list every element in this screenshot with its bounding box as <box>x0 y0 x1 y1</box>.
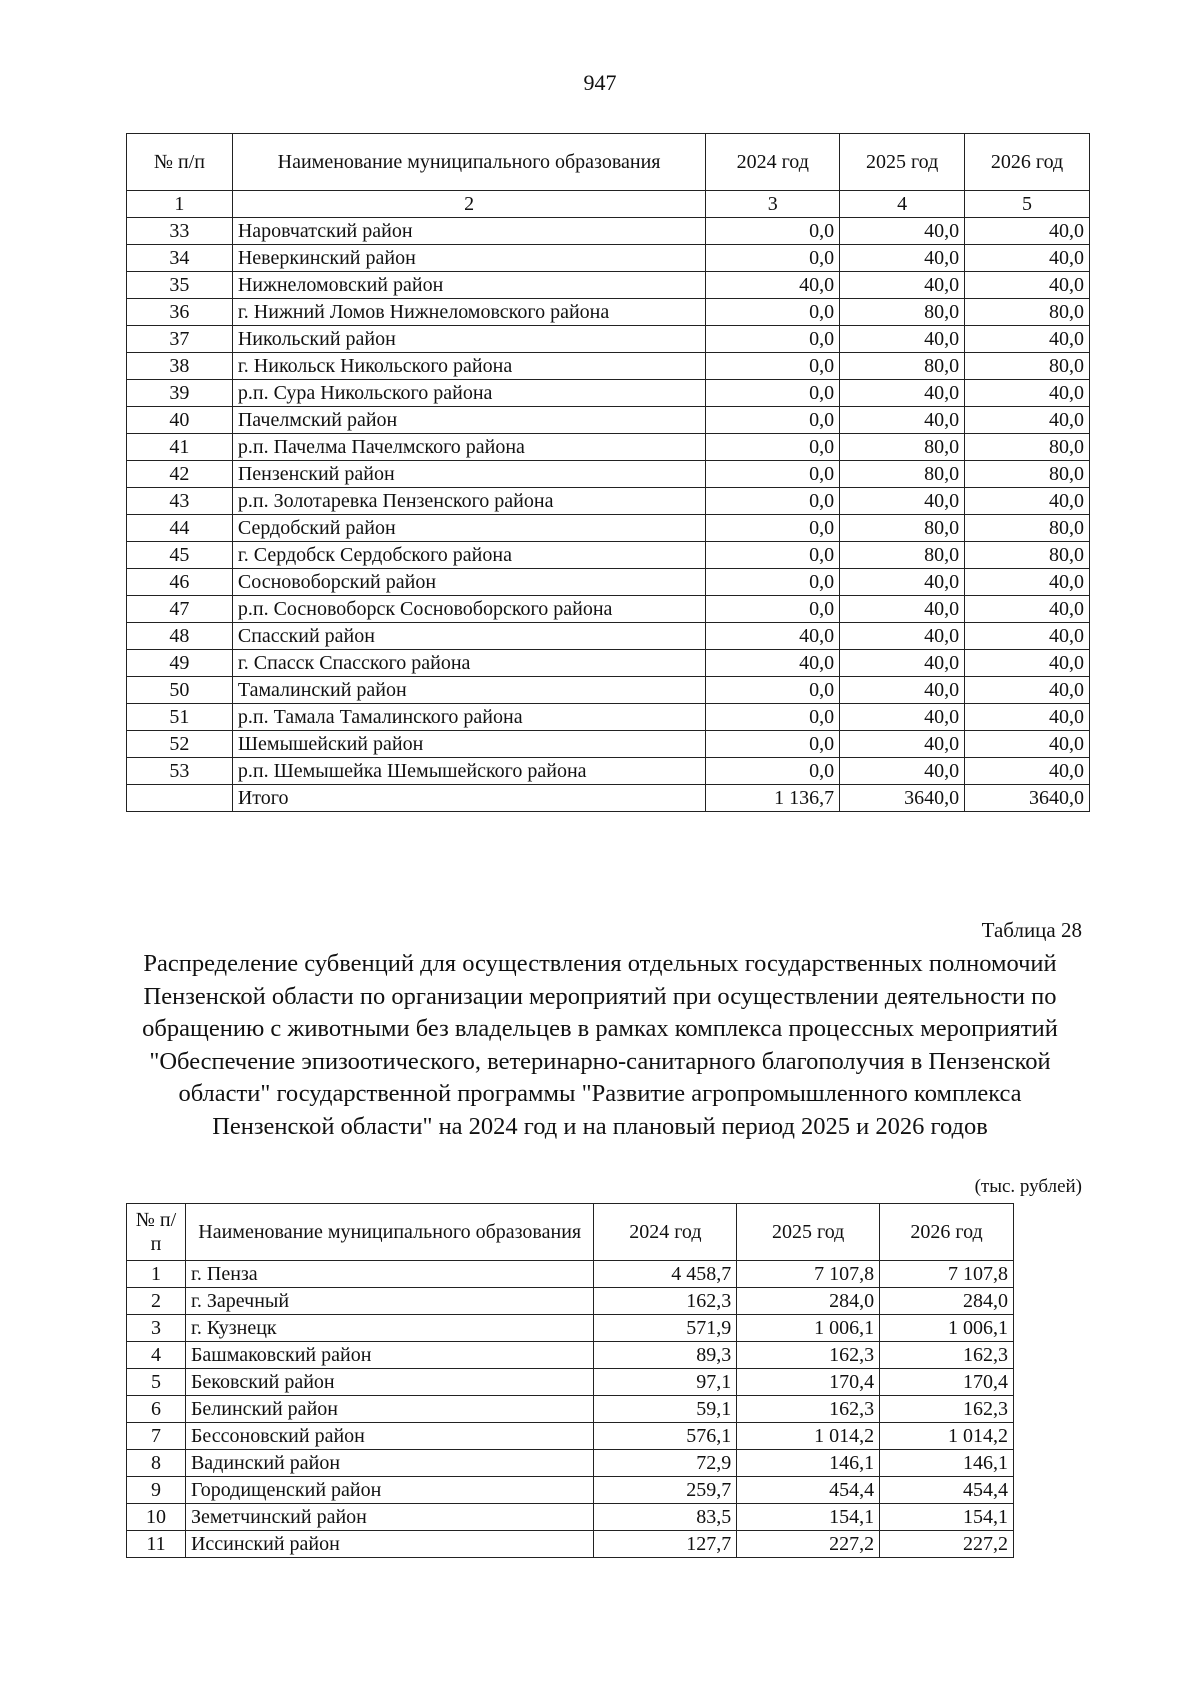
cell-value-2026: 80,0 <box>965 542 1090 569</box>
table-subventions-continued <box>126 133 1090 812</box>
cell-number: 37 <box>127 326 233 353</box>
table-row <box>127 326 1090 353</box>
cell-value-2026: 80,0 <box>965 353 1090 380</box>
cell-value-2026: 227,2 <box>880 1531 1014 1558</box>
table-row <box>127 407 1090 434</box>
cell-municipality: г. Кузнецк <box>185 1315 594 1342</box>
column-index: 4 <box>840 191 965 218</box>
cell-value-2025: 162,3 <box>737 1396 880 1423</box>
cell-number: 49 <box>127 650 233 677</box>
cell-value-2024: 0,0 <box>706 434 840 461</box>
header-2025: 2025 год <box>840 134 965 191</box>
cell-municipality: Бековский район <box>185 1369 594 1396</box>
table-row <box>127 1504 1014 1531</box>
cell-value-2026: 40,0 <box>965 407 1090 434</box>
cell-value-2024: 0,0 <box>706 731 840 758</box>
table-label: Таблица 28 <box>981 918 1082 942</box>
cell-value-2026: 40,0 <box>965 596 1090 623</box>
cell-municipality: г. Никольск Никольского района <box>232 353 705 380</box>
cell-municipality: Итого <box>232 785 705 812</box>
cell-value-2025: 227,2 <box>737 1531 880 1558</box>
cell-number: 40 <box>127 407 233 434</box>
cell-number: 50 <box>127 677 233 704</box>
cell-number: 4 <box>127 1342 186 1369</box>
cell-value-2025: 154,1 <box>737 1504 880 1531</box>
table-row <box>127 650 1090 677</box>
cell-value-2026: 40,0 <box>965 272 1090 299</box>
cell-value-2026: 40,0 <box>965 758 1090 785</box>
cell-value-2026: 40,0 <box>965 650 1090 677</box>
table-row <box>127 1423 1014 1450</box>
cell-value-2024: 0,0 <box>706 515 840 542</box>
cell-number: 52 <box>127 731 233 758</box>
cell-value-2026: 170,4 <box>880 1369 1014 1396</box>
cell-value-2024: 0,0 <box>706 353 840 380</box>
cell-value-2026: 40,0 <box>965 245 1090 272</box>
cell-number: 1 <box>127 1261 186 1288</box>
cell-value-2024: 89,3 <box>594 1342 737 1369</box>
cell-municipality: Тамалинский район <box>232 677 705 704</box>
page-number: 947 <box>583 70 617 95</box>
cell-value-2025: 80,0 <box>840 434 965 461</box>
table-row <box>127 542 1090 569</box>
cell-number: 36 <box>127 299 233 326</box>
cell-value-2024: 0,0 <box>706 488 840 515</box>
table-row <box>127 353 1090 380</box>
table-row <box>127 569 1090 596</box>
cell-value-2025: 170,4 <box>737 1369 880 1396</box>
cell-municipality: г. Спасск Спасского района <box>232 650 705 677</box>
cell-value-2024: 83,5 <box>594 1504 737 1531</box>
cell-municipality: Наровчатский район <box>232 218 705 245</box>
cell-value-2025: 40,0 <box>840 380 965 407</box>
cell-value-2025: 40,0 <box>840 704 965 731</box>
table-row <box>127 1369 1014 1396</box>
table-row <box>127 488 1090 515</box>
cell-municipality: Никольский район <box>232 326 705 353</box>
cell-value-2024: 0,0 <box>706 407 840 434</box>
cell-value-2025: 40,0 <box>840 218 965 245</box>
table-row <box>127 785 1090 812</box>
cell-value-2024: 72,9 <box>594 1450 737 1477</box>
cell-number: 42 <box>127 461 233 488</box>
table-row <box>127 596 1090 623</box>
cell-number: 38 <box>127 353 233 380</box>
cell-number: 2 <box>127 1288 186 1315</box>
cell-value-2026: 80,0 <box>965 515 1090 542</box>
cell-number: 48 <box>127 623 233 650</box>
cell-value-2026: 40,0 <box>965 218 1090 245</box>
cell-value-2025: 80,0 <box>840 461 965 488</box>
cell-municipality: р.п. Сосновоборск Сосновоборского района <box>232 596 705 623</box>
cell-value-2026: 7 107,8 <box>880 1261 1014 1288</box>
cell-value-2024: 97,1 <box>594 1369 737 1396</box>
cell-value-2026: 80,0 <box>965 461 1090 488</box>
table-row <box>127 1315 1014 1342</box>
cell-number: 45 <box>127 542 233 569</box>
cell-number: 7 <box>127 1423 186 1450</box>
cell-municipality: Башмаковский район <box>185 1342 594 1369</box>
cell-value-2026: 80,0 <box>965 434 1090 461</box>
cell-value-2025: 80,0 <box>840 299 965 326</box>
table2-body <box>127 1261 1014 1558</box>
cell-value-2026: 284,0 <box>880 1288 1014 1315</box>
cell-number: 35 <box>127 272 233 299</box>
column-index-row <box>127 191 1090 218</box>
cell-value-2025: 284,0 <box>737 1288 880 1315</box>
cell-value-2026: 146,1 <box>880 1450 1014 1477</box>
cell-value-2024: 40,0 <box>706 272 840 299</box>
cell-value-2024: 0,0 <box>706 218 840 245</box>
cell-municipality: г. Заречный <box>185 1288 594 1315</box>
cell-municipality: р.п. Сура Никольского района <box>232 380 705 407</box>
cell-value-2024: 127,7 <box>594 1531 737 1558</box>
cell-value-2025: 80,0 <box>840 542 965 569</box>
cell-municipality: Сосновоборский район <box>232 569 705 596</box>
cell-value-2024: 0,0 <box>706 380 840 407</box>
cell-number: 47 <box>127 596 233 623</box>
cell-value-2025: 80,0 <box>840 515 965 542</box>
table-row <box>127 272 1090 299</box>
cell-value-2024: 0,0 <box>706 542 840 569</box>
table-row <box>127 1342 1014 1369</box>
column-index: 2 <box>232 191 705 218</box>
cell-value-2025: 146,1 <box>737 1450 880 1477</box>
cell-value-2024: 162,3 <box>594 1288 737 1315</box>
cell-value-2025: 454,4 <box>737 1477 880 1504</box>
cell-value-2024: 59,1 <box>594 1396 737 1423</box>
table-row <box>127 1288 1014 1315</box>
header-number: № п/п <box>127 1204 186 1261</box>
table-row <box>127 1477 1014 1504</box>
table-row <box>127 1450 1014 1477</box>
table-row <box>127 461 1090 488</box>
table-row <box>127 434 1090 461</box>
cell-number: 5 <box>127 1369 186 1396</box>
cell-value-2025: 40,0 <box>840 407 965 434</box>
cell-municipality: г. Пенза <box>185 1261 594 1288</box>
cell-value-2026: 40,0 <box>965 326 1090 353</box>
cell-value-2026: 162,3 <box>880 1342 1014 1369</box>
cell-value-2026: 162,3 <box>880 1396 1014 1423</box>
table-28 <box>126 1203 1014 1558</box>
cell-value-2024: 576,1 <box>594 1423 737 1450</box>
cell-value-2026: 1 006,1 <box>880 1315 1014 1342</box>
cell-value-2024: 40,0 <box>706 623 840 650</box>
cell-value-2025: 40,0 <box>840 623 965 650</box>
cell-value-2025: 40,0 <box>840 569 965 596</box>
cell-number <box>127 785 233 812</box>
header-2024: 2024 год <box>594 1204 737 1261</box>
header-2026: 2026 год <box>965 134 1090 191</box>
cell-value-2026: 40,0 <box>965 569 1090 596</box>
cell-value-2025: 40,0 <box>840 731 965 758</box>
cell-value-2024: 0,0 <box>706 245 840 272</box>
cell-number: 44 <box>127 515 233 542</box>
table-row <box>127 1261 1014 1288</box>
header-municipality: Наименование муниципального образования <box>232 134 705 191</box>
cell-value-2026: 80,0 <box>965 299 1090 326</box>
cell-value-2024: 0,0 <box>706 569 840 596</box>
cell-value-2025: 162,3 <box>737 1342 880 1369</box>
cell-value-2026: 40,0 <box>965 623 1090 650</box>
cell-municipality: Пензенский район <box>232 461 705 488</box>
cell-number: 43 <box>127 488 233 515</box>
cell-value-2024: 0,0 <box>706 704 840 731</box>
header-2025: 2025 год <box>737 1204 880 1261</box>
table-header-row <box>127 1204 1014 1261</box>
table-title: Распределение субвенций для осуществления отдельных государственных полномочий Пензенской области по организации мероприятий при осуществлении деятельности по обращению с животными без владельцев в рамках комплекса процессных мероприятий "Обеспечение эпизоотического, ветеринарно-санитарного благополучия в Пензенской области" государственной программы "Развитие агропромышленного комплекса Пензенской области" на 2024 год и на плановый период 2025 и 2026 годов <box>142 950 1058 1140</box>
cell-municipality: Шемышейский район <box>232 731 705 758</box>
table-row <box>127 218 1090 245</box>
cell-value-2025: 40,0 <box>840 596 965 623</box>
cell-number: 9 <box>127 1477 186 1504</box>
cell-number: 10 <box>127 1504 186 1531</box>
column-index: 5 <box>965 191 1090 218</box>
header-2024: 2024 год <box>706 134 840 191</box>
cell-value-2026: 40,0 <box>965 380 1090 407</box>
table-row <box>127 380 1090 407</box>
header-2026: 2026 год <box>880 1204 1014 1261</box>
cell-value-2026: 454,4 <box>880 1477 1014 1504</box>
cell-number: 11 <box>127 1531 186 1558</box>
table-row <box>127 299 1090 326</box>
cell-value-2024: 259,7 <box>594 1477 737 1504</box>
cell-value-2026: 3640,0 <box>965 785 1090 812</box>
cell-municipality: Пачелмский район <box>232 407 705 434</box>
cell-value-2025: 40,0 <box>840 650 965 677</box>
cell-municipality: р.п. Пачелма Пачелмского района <box>232 434 705 461</box>
table-row <box>127 1531 1014 1558</box>
table-row <box>127 677 1090 704</box>
cell-number: 51 <box>127 704 233 731</box>
cell-number: 41 <box>127 434 233 461</box>
cell-municipality: Сердобский район <box>232 515 705 542</box>
cell-value-2025: 40,0 <box>840 677 965 704</box>
header-number: № п/п <box>127 134 233 191</box>
cell-value-2024: 571,9 <box>594 1315 737 1342</box>
cell-municipality: Неверкинский район <box>232 245 705 272</box>
cell-value-2025: 7 107,8 <box>737 1261 880 1288</box>
cell-value-2026: 40,0 <box>965 488 1090 515</box>
cell-municipality: Белинский район <box>185 1396 594 1423</box>
table-row <box>127 1396 1014 1423</box>
table-row <box>127 623 1090 650</box>
cell-value-2024: 0,0 <box>706 461 840 488</box>
column-index: 1 <box>127 191 233 218</box>
table-row <box>127 515 1090 542</box>
cell-value-2026: 40,0 <box>965 731 1090 758</box>
cell-municipality: Бессоновский район <box>185 1423 594 1450</box>
cell-value-2025: 40,0 <box>840 488 965 515</box>
cell-value-2025: 80,0 <box>840 353 965 380</box>
cell-municipality: р.п. Тамала Тамалинского района <box>232 704 705 731</box>
cell-value-2026: 40,0 <box>965 677 1090 704</box>
table1-body <box>127 218 1090 812</box>
column-index: 3 <box>706 191 840 218</box>
cell-municipality: р.п. Золотаревка Пензенского района <box>232 488 705 515</box>
table-header-row <box>127 134 1090 191</box>
cell-value-2024: 0,0 <box>706 596 840 623</box>
cell-number: 33 <box>127 218 233 245</box>
cell-value-2025: 40,0 <box>840 272 965 299</box>
table-row <box>127 704 1090 731</box>
cell-number: 39 <box>127 380 233 407</box>
table-units: (тыс. рублей) <box>974 1176 1082 1197</box>
cell-municipality: Нижнеломовский район <box>232 272 705 299</box>
cell-number: 8 <box>127 1450 186 1477</box>
header-municipality: Наименование муниципального образования <box>185 1204 594 1261</box>
cell-value-2024: 1 136,7 <box>706 785 840 812</box>
table-row <box>127 245 1090 272</box>
cell-municipality: Городищенский район <box>185 1477 594 1504</box>
cell-value-2024: 0,0 <box>706 326 840 353</box>
cell-municipality: Вадинский район <box>185 1450 594 1477</box>
cell-municipality: Иссинский район <box>185 1531 594 1558</box>
cell-value-2026: 40,0 <box>965 704 1090 731</box>
cell-value-2025: 40,0 <box>840 326 965 353</box>
cell-number: 3 <box>127 1315 186 1342</box>
table-row <box>127 758 1090 785</box>
cell-value-2025: 40,0 <box>840 758 965 785</box>
cell-number: 34 <box>127 245 233 272</box>
table-row <box>127 731 1090 758</box>
cell-value-2025: 40,0 <box>840 245 965 272</box>
cell-value-2025: 3640,0 <box>840 785 965 812</box>
cell-value-2026: 154,1 <box>880 1504 1014 1531</box>
cell-value-2025: 1 006,1 <box>737 1315 880 1342</box>
cell-municipality: г. Нижний Ломов Нижнеломовского района <box>232 299 705 326</box>
cell-municipality: Спасский район <box>232 623 705 650</box>
cell-value-2024: 0,0 <box>706 758 840 785</box>
cell-value-2026: 1 014,2 <box>880 1423 1014 1450</box>
cell-number: 6 <box>127 1396 186 1423</box>
cell-value-2025: 1 014,2 <box>737 1423 880 1450</box>
cell-value-2024: 40,0 <box>706 650 840 677</box>
cell-value-2024: 4 458,7 <box>594 1261 737 1288</box>
cell-value-2024: 0,0 <box>706 677 840 704</box>
cell-value-2024: 0,0 <box>706 299 840 326</box>
cell-municipality: г. Сердобск Сердобского района <box>232 542 705 569</box>
cell-municipality: р.п. Шемышейка Шемышейского района <box>232 758 705 785</box>
cell-municipality: Земетчинский район <box>185 1504 594 1531</box>
cell-number: 53 <box>127 758 233 785</box>
cell-number: 46 <box>127 569 233 596</box>
